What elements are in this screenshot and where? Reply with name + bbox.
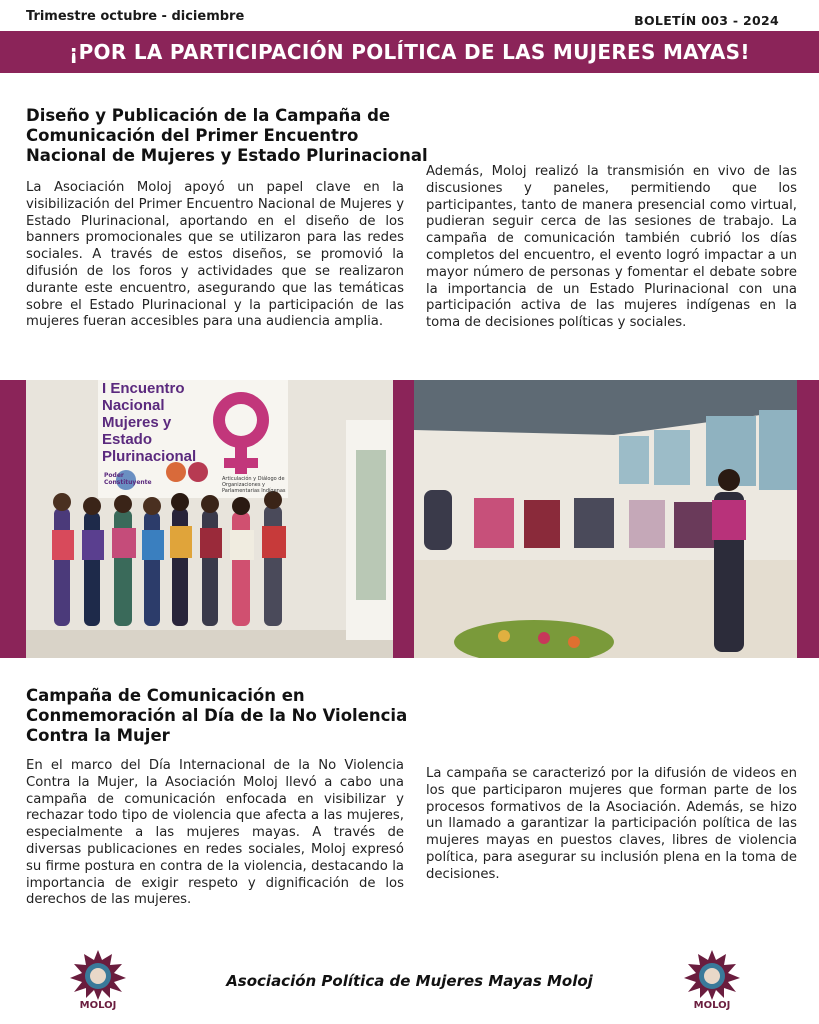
section1-title-line: Comunicación del Primer Encuentro bbox=[26, 126, 359, 145]
moloj-logo-right bbox=[677, 950, 747, 1014]
event-banner-small: Articulación y Diálogo de Organizaciones y Parlamentarias Indígenas bbox=[222, 476, 286, 494]
period-label: Trimestre octubre - diciembre bbox=[26, 9, 245, 24]
assembly-photo bbox=[414, 380, 797, 658]
section2-right-paragraph: La campaña se caracterizó por la difusión de videos en los que participaron mujeres que forman parte de los procesos formativos de la Asociación. Además, se hizo un llamado a garantizar la participación política de las mujeres mayas en puestos claves, libres de violencia política, para asegurar su inclusión plena en la toma de decisiones. bbox=[426, 766, 797, 882]
assembly-photo-image bbox=[414, 380, 797, 658]
group-photo bbox=[26, 380, 393, 658]
event-banner-line: I Encuentro bbox=[102, 380, 185, 397]
section2-title-line: Contra la Mujer bbox=[26, 726, 170, 745]
section2-left-paragraph: En el marco del Día Internacional de la No Violencia Contra la Mujer, la Asociación Moloj llevó a cabo una campaña de comunicación enfocada en visibilizar y rechazar todo tipo de violencia que afecta a las mujeres, especialmente a las mujeres mayas. A través de diversas publicaciones en redes sociales, Moloj expresó su firme postura en contra de la violencia, destacando la importancia de exigir respeto y dignificación de los derechos de las mujeres. bbox=[26, 758, 404, 908]
event-banner-line: Estado bbox=[102, 431, 153, 448]
bulletin-number: BOLETÍN 003 - 2024 bbox=[634, 13, 779, 28]
section1-left-paragraph: La Asociación Moloj apoyó un papel clave en la visibilización del Primer Encuentro Nacional de Mujeres y Estado Plurinacional, aportando en el diseño de los banners promocionales que se utilizaron para las redes sociales. A través de estos diseños, se promovió la difusión de los foros y actividades que se realizaron durante este encuentro, asegurando que las temáticas sobre el Estado Plurinacional y la participación de las mujeres fueran accesibles para una audiencia amplia. bbox=[26, 180, 404, 330]
event-banner-text bbox=[102, 380, 222, 465]
footer-title: Asociación Política de Mujeres Mayas Moloj bbox=[226, 972, 593, 990]
section2-title-line: Conmemoración al Día de la No Violencia bbox=[26, 706, 408, 725]
section1-right-paragraph: Además, Moloj realizó la transmisión en vivo de las discusiones y paneles, permitiendo que los participantes, tanto de manera presencial como virtual, pudieran seguir cerca de las sesiones de trabajo. La campaña de comunicación también cubrió los días completos del encuentro, el evento logró impactar a un mayor número de personas y fomentar el debate sobre la importancia de un Estado Plurinacional con una participación activa de las mujeres indígenas en la toma de decisiones políticas y sociales. bbox=[426, 164, 797, 331]
event-banner-line: Mujeres y bbox=[102, 414, 172, 431]
moloj-logo-label: MOLOJ bbox=[79, 1000, 117, 1011]
moloj-logo-icon bbox=[682, 950, 742, 1000]
event-banner-line: Plurinacional bbox=[102, 448, 197, 465]
moloj-logo-label: MOLOJ bbox=[693, 1000, 731, 1011]
event-banner-line: Nacional bbox=[102, 397, 165, 414]
event-banner-poder: Poder Constituyente bbox=[104, 472, 152, 486]
section1-title-line: Nacional de Mujeres y Estado Plurinacional bbox=[26, 146, 428, 165]
section2-title bbox=[26, 686, 407, 746]
headline-banner: ¡POR LA PARTICIPACIÓN POLÍTICA DE LAS MUJERES MAYAS! bbox=[0, 31, 819, 73]
section2-title-line: Campaña de Comunicación en bbox=[26, 686, 305, 705]
section1-title-line: Diseño y Publicación de la Campaña de bbox=[26, 106, 391, 125]
section1-title bbox=[26, 106, 428, 166]
